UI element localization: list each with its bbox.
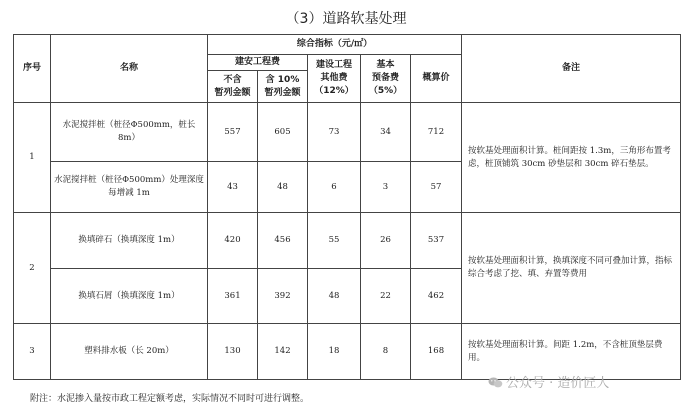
other-cell: 48 <box>308 269 361 324</box>
header-excl: 不含 暂列金额 <box>208 71 258 103</box>
excl-cell: 420 <box>208 213 258 269</box>
header-remark: 备注 <box>462 35 681 103</box>
other-cell: 55 <box>308 213 361 269</box>
footnote: 附注：水泥掺入量按市政工程定额考虑，实际情况不同时可进行调整。 <box>30 394 310 404</box>
wechat-icon <box>488 377 503 388</box>
excl-cell: 43 <box>208 162 258 213</box>
table-row <box>14 103 681 162</box>
incl-cell: 605 <box>258 103 308 162</box>
item-name: 换填碎石（换填深度 1m） <box>51 213 208 269</box>
estimate-cell: 537 <box>411 213 462 269</box>
header-construction: 建安工程费 <box>208 55 308 71</box>
seq-cell: 2 <box>14 213 51 324</box>
item-name: 水泥搅拌桩（桩径Φ500mm）处理深度每增减 1m <box>51 162 208 213</box>
header-reserve: 基本 预备费 （5%） <box>361 55 411 103</box>
soft-foundation-table <box>13 34 681 380</box>
header-name: 名称 <box>51 35 208 103</box>
excl-cell: 361 <box>208 269 258 324</box>
header-incl: 含 10% 暂列金额 <box>258 71 308 103</box>
item-name: 换填石屑（换填深度 1m） <box>51 269 208 324</box>
table-row <box>14 213 681 269</box>
header-other: 建设工程 其他费 （12%） <box>308 55 361 103</box>
excl-cell: 557 <box>208 103 258 162</box>
incl-cell: 142 <box>258 324 308 380</box>
watermark <box>488 372 609 391</box>
estimate-cell: 57 <box>411 162 462 213</box>
other-cell: 18 <box>308 324 361 380</box>
reserve-cell: 3 <box>361 162 411 213</box>
header-seq: 序号 <box>14 35 51 103</box>
remark-cell: 按软基处理面积计算。桩间距按 1.3m，三角形布置考虑，桩顶铺筑 30cm 砂垫层和 30cm 碎石垫层。 <box>462 103 681 213</box>
incl-cell: 456 <box>258 213 308 269</box>
estimate-cell: 712 <box>411 103 462 162</box>
reserve-cell: 34 <box>361 103 411 162</box>
excl-cell: 130 <box>208 324 258 380</box>
estimate-cell: 462 <box>411 269 462 324</box>
seq-cell: 1 <box>14 103 51 213</box>
reserve-cell: 26 <box>361 213 411 269</box>
reserve-cell: 8 <box>361 324 411 380</box>
remark-cell: 按软基处理面积计算。间距 1.2m，不含桩顶垫层费用。 <box>462 324 681 380</box>
page-title: （3）道路软基处理 <box>285 11 407 27</box>
incl-cell: 392 <box>258 269 308 324</box>
estimate-cell: 168 <box>411 324 462 380</box>
item-name: 塑料排水板（长 20m） <box>51 324 208 380</box>
reserve-cell: 22 <box>361 269 411 324</box>
seq-cell: 3 <box>14 324 51 380</box>
other-cell: 73 <box>308 103 361 162</box>
item-name: 水泥搅拌桩（桩径Φ500mm，桩长 8m） <box>51 103 208 162</box>
other-cell: 6 <box>308 162 361 213</box>
header-composite: 综合指标（元/㎡） <box>208 35 462 55</box>
incl-cell: 48 <box>258 162 308 213</box>
header-estimate: 概算价 <box>411 55 462 103</box>
watermark-text: 公众号 · 造价匠人 <box>506 376 610 391</box>
remark-cell: 按软基处理面积计算，换填深度不同可叠加计算，指标综合考虑了挖、填、弃置等费用 <box>462 213 681 324</box>
